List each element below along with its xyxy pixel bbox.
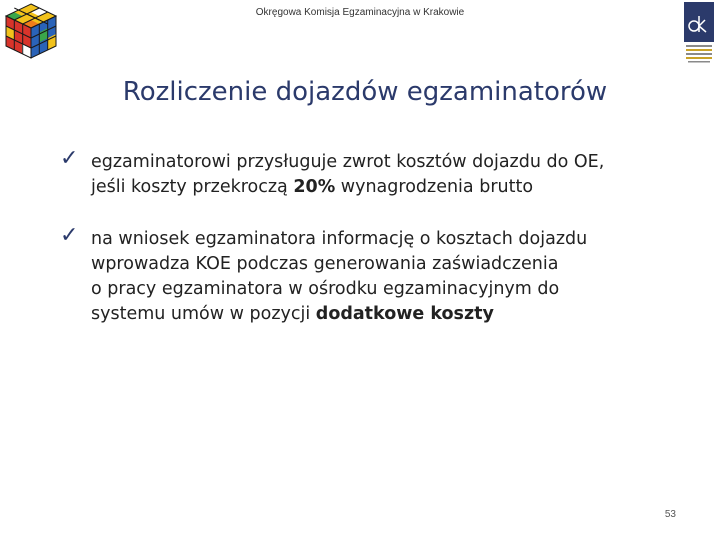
bullet-item [60, 146, 700, 200]
check-icon: ✓ [60, 223, 79, 248]
bullet-text: jeśli koszty przekroczą [91, 177, 294, 197]
bullet-emphasis: 20% [293, 177, 336, 197]
rubiks-cube-icon [2, 2, 60, 60]
bullet-line [91, 302, 700, 327]
page-number: 53 [664, 509, 676, 520]
bullet-line: egzaminatorowi przysługuje zwrot kosztów dojazdu do OE, [91, 152, 605, 172]
bullet-item [60, 223, 700, 327]
bullet-text: wynagrodzenia brutto [335, 177, 534, 197]
check-icon: ✓ [60, 146, 79, 171]
page-title: Rozliczenie dojazdów egzaminatorów [122, 77, 608, 108]
oke-logo [684, 2, 714, 68]
bullet-line: wprowadza KOE podczas generowania zaświadczenia [91, 254, 559, 274]
bullet-line [91, 175, 700, 200]
bullet-list [60, 146, 700, 327]
bullet-emphasis: dodatkowe koszty [315, 304, 494, 324]
bullet-line: o pracy egzaminatora w ośrodku egzaminacyjnym do [91, 279, 560, 299]
header-institution: Okręgowa Komisja Egzaminacyjna w Krakowie [255, 7, 465, 18]
bullet-line: na wniosek egzaminatora informację o kosztach dojazdu [91, 229, 588, 249]
bullet-text: systemu umów w pozycji [91, 304, 316, 324]
